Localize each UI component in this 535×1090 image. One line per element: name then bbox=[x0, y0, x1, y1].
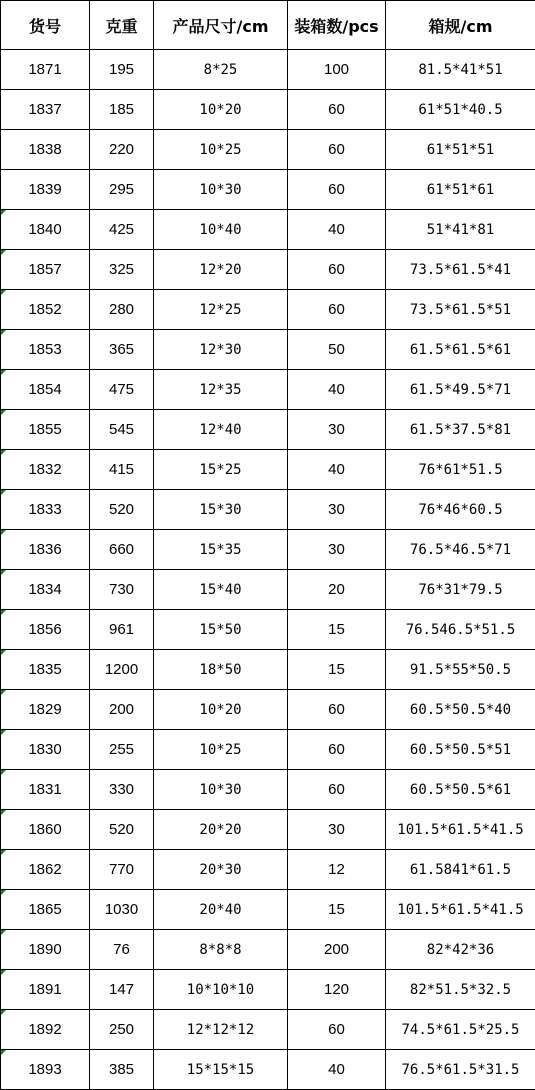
cell-code-text: 1890 bbox=[28, 941, 61, 958]
cell-carton[interactable]: 60.5*50.5*51 bbox=[386, 730, 535, 770]
cell-qty[interactable]: 30 bbox=[288, 810, 386, 850]
cell-comment-marker-icon bbox=[1, 450, 6, 455]
cell-code[interactable] bbox=[1, 890, 90, 930]
table-row bbox=[1, 770, 535, 810]
cell-code-text: 1855 bbox=[28, 421, 61, 438]
cell-carton[interactable]: 76*31*79.5 bbox=[386, 570, 535, 610]
cell-code-text: 1852 bbox=[28, 301, 61, 318]
cell-weight[interactable]: 185 bbox=[90, 90, 154, 130]
table-row bbox=[1, 850, 535, 890]
table-row bbox=[1, 170, 535, 210]
cell-code[interactable] bbox=[1, 970, 90, 1010]
cell-code[interactable] bbox=[1, 570, 90, 610]
cell-qty[interactable]: 40 bbox=[288, 370, 386, 410]
cell-comment-marker-icon bbox=[1, 290, 6, 295]
table-row bbox=[1, 490, 535, 530]
cell-code[interactable] bbox=[1, 1050, 90, 1090]
table-row bbox=[1, 690, 535, 730]
cell-code-text: 1832 bbox=[28, 461, 61, 478]
cell-size[interactable]: 12*25 bbox=[154, 290, 288, 330]
cell-code-text: 1853 bbox=[28, 341, 61, 358]
cell-code-text: 1865 bbox=[28, 901, 61, 918]
cell-qty[interactable]: 30 bbox=[288, 490, 386, 530]
table-row bbox=[1, 530, 535, 570]
cell-code-text: 1891 bbox=[28, 981, 61, 998]
cell-code[interactable] bbox=[1, 690, 90, 730]
cell-code[interactable]: 1839 bbox=[1, 170, 90, 210]
cell-size[interactable]: 12*40 bbox=[154, 410, 288, 450]
cell-code[interactable]: 1838 bbox=[1, 130, 90, 170]
cell-size[interactable]: 12*30 bbox=[154, 330, 288, 370]
cell-carton[interactable]: 61*51*40.5 bbox=[386, 90, 535, 130]
cell-qty[interactable]: 60 bbox=[288, 290, 386, 330]
cell-carton[interactable]: 73.5*61.5*41 bbox=[386, 250, 535, 290]
cell-carton[interactable]: 101.5*61.5*41.5 bbox=[386, 810, 535, 850]
cell-qty[interactable]: 60 bbox=[288, 730, 386, 770]
cell-comment-marker-icon bbox=[1, 610, 6, 615]
cell-weight[interactable]: 415 bbox=[90, 450, 154, 490]
table-row bbox=[1, 810, 535, 850]
cell-weight[interactable]: 330 bbox=[90, 770, 154, 810]
cell-code-text: 1892 bbox=[28, 1021, 61, 1038]
cell-qty[interactable]: 15 bbox=[288, 610, 386, 650]
cell-weight[interactable]: 1030 bbox=[90, 890, 154, 930]
cell-qty[interactable]: 120 bbox=[288, 970, 386, 1010]
cell-weight[interactable]: 200 bbox=[90, 690, 154, 730]
cell-code[interactable] bbox=[1, 810, 90, 850]
cell-comment-marker-icon bbox=[1, 370, 6, 375]
cell-comment-marker-icon bbox=[1, 250, 6, 255]
cell-carton[interactable]: 60.5*50.5*40 bbox=[386, 690, 535, 730]
cell-qty[interactable]: 50 bbox=[288, 330, 386, 370]
cell-code[interactable] bbox=[1, 410, 90, 450]
cell-qty[interactable]: 30 bbox=[288, 530, 386, 570]
cell-weight[interactable]: 76 bbox=[90, 930, 154, 970]
cell-code-text: 1856 bbox=[28, 621, 61, 638]
cell-weight[interactable]: 520 bbox=[90, 810, 154, 850]
cell-weight[interactable]: 545 bbox=[90, 410, 154, 450]
cell-carton[interactable]: 82*51.5*32.5 bbox=[386, 970, 535, 1010]
cell-code[interactable] bbox=[1, 730, 90, 770]
cell-comment-marker-icon bbox=[1, 530, 6, 535]
table-row bbox=[1, 330, 535, 370]
cell-qty[interactable]: 15 bbox=[288, 650, 386, 690]
table-row bbox=[1, 370, 535, 410]
cell-qty[interactable]: 100 bbox=[288, 50, 386, 90]
cell-comment-marker-icon bbox=[1, 1010, 6, 1015]
header-size[interactable]: 产品尺寸/cm bbox=[154, 1, 288, 50]
cell-weight[interactable]: 425 bbox=[90, 210, 154, 250]
cell-code[interactable] bbox=[1, 650, 90, 690]
table-row bbox=[1, 890, 535, 930]
cell-weight[interactable]: 1200 bbox=[90, 650, 154, 690]
table-row bbox=[1, 730, 535, 770]
header-qty[interactable]: 装箱数/pcs bbox=[288, 1, 386, 50]
table-row bbox=[1, 650, 535, 690]
cell-qty[interactable]: 60 bbox=[288, 90, 386, 130]
cell-weight[interactable]: 365 bbox=[90, 330, 154, 370]
cell-qty[interactable]: 40 bbox=[288, 450, 386, 490]
cell-size[interactable]: 10*25 bbox=[154, 130, 288, 170]
cell-code[interactable] bbox=[1, 250, 90, 290]
cell-code-text: 1862 bbox=[28, 861, 61, 878]
cell-size[interactable]: 12*12*12 bbox=[154, 1010, 288, 1050]
cell-comment-marker-icon bbox=[1, 570, 6, 575]
cell-size[interactable]: 15*50 bbox=[154, 610, 288, 650]
cell-size[interactable]: 12*35 bbox=[154, 370, 288, 410]
cell-weight[interactable]: 730 bbox=[90, 570, 154, 610]
cell-weight[interactable]: 325 bbox=[90, 250, 154, 290]
cell-code-text: 1833 bbox=[28, 501, 61, 518]
cell-carton[interactable]: 76.5*61.5*31.5 bbox=[386, 1050, 535, 1090]
cell-size[interactable]: 8*25 bbox=[154, 50, 288, 90]
cell-code-text: 1835 bbox=[28, 661, 61, 678]
cell-weight[interactable]: 220 bbox=[90, 130, 154, 170]
cell-weight[interactable]: 195 bbox=[90, 50, 154, 90]
cell-code[interactable] bbox=[1, 370, 90, 410]
cell-qty[interactable]: 40 bbox=[288, 1050, 386, 1090]
cell-size[interactable]: 15*40 bbox=[154, 570, 288, 610]
cell-size[interactable]: 10*10*10 bbox=[154, 970, 288, 1010]
cell-qty[interactable]: 30 bbox=[288, 410, 386, 450]
cell-qty[interactable]: 20 bbox=[288, 570, 386, 610]
cell-size[interactable]: 10*40 bbox=[154, 210, 288, 250]
cell-carton[interactable]: 61.5*37.5*81 bbox=[386, 410, 535, 450]
cell-size[interactable]: 15*30 bbox=[154, 490, 288, 530]
cell-code[interactable] bbox=[1, 1010, 90, 1050]
cell-code[interactable] bbox=[1, 290, 90, 330]
cell-weight[interactable]: 961 bbox=[90, 610, 154, 650]
cell-carton[interactable]: 76*61*51.5 bbox=[386, 450, 535, 490]
cell-carton[interactable]: 60.5*50.5*61 bbox=[386, 770, 535, 810]
cell-comment-marker-icon bbox=[1, 730, 6, 735]
cell-comment-marker-icon bbox=[1, 210, 6, 215]
table-row bbox=[1, 450, 535, 490]
header-code[interactable]: 货号 bbox=[1, 1, 90, 50]
cell-comment-marker-icon bbox=[1, 810, 6, 815]
cell-carton[interactable]: 91.5*55*50.5 bbox=[386, 650, 535, 690]
cell-comment-marker-icon bbox=[1, 850, 6, 855]
cell-code-text: 1893 bbox=[28, 1061, 61, 1078]
cell-size[interactable]: 20*40 bbox=[154, 890, 288, 930]
cell-size[interactable]: 15*25 bbox=[154, 450, 288, 490]
cell-carton[interactable]: 74.5*61.5*25.5 bbox=[386, 1010, 535, 1050]
table-row bbox=[1, 50, 535, 90]
cell-comment-marker-icon bbox=[1, 490, 6, 495]
cell-weight[interactable]: 475 bbox=[90, 370, 154, 410]
table-row bbox=[1, 130, 535, 170]
cell-size[interactable]: 12*20 bbox=[154, 250, 288, 290]
cell-weight[interactable]: 385 bbox=[90, 1050, 154, 1090]
cell-qty[interactable]: 60 bbox=[288, 170, 386, 210]
cell-comment-marker-icon bbox=[1, 330, 6, 335]
cell-size[interactable]: 10*30 bbox=[154, 770, 288, 810]
cell-carton[interactable]: 76.546.5*51.5 bbox=[386, 610, 535, 650]
cell-weight[interactable]: 770 bbox=[90, 850, 154, 890]
table-body bbox=[1, 50, 535, 1090]
cell-carton[interactable]: 82*42*36 bbox=[386, 930, 535, 970]
cell-size[interactable]: 10*20 bbox=[154, 690, 288, 730]
table-row bbox=[1, 1050, 535, 1090]
cell-carton[interactable]: 61.5*49.5*71 bbox=[386, 370, 535, 410]
cell-code[interactable] bbox=[1, 930, 90, 970]
cell-code[interactable] bbox=[1, 210, 90, 250]
table-row bbox=[1, 290, 535, 330]
cell-code[interactable] bbox=[1, 530, 90, 570]
cell-qty[interactable]: 60 bbox=[288, 1010, 386, 1050]
cell-carton[interactable]: 61*51*51 bbox=[386, 130, 535, 170]
table-row bbox=[1, 250, 535, 290]
cell-qty[interactable]: 60 bbox=[288, 130, 386, 170]
table-row bbox=[1, 570, 535, 610]
cell-comment-marker-icon bbox=[1, 890, 6, 895]
cell-qty[interactable]: 12 bbox=[288, 850, 386, 890]
table-row bbox=[1, 1010, 535, 1050]
cell-comment-marker-icon bbox=[1, 650, 6, 655]
cell-comment-marker-icon bbox=[1, 410, 6, 415]
cell-carton[interactable]: 61.5841*61.5 bbox=[386, 850, 535, 890]
cell-size[interactable]: 10*20 bbox=[154, 90, 288, 130]
cell-comment-marker-icon bbox=[1, 1050, 6, 1055]
cell-code-text: 1829 bbox=[28, 701, 61, 718]
cell-weight[interactable]: 520 bbox=[90, 490, 154, 530]
cell-size[interactable]: 18*50 bbox=[154, 650, 288, 690]
cell-size[interactable]: 15*35 bbox=[154, 530, 288, 570]
cell-code-text: 1840 bbox=[28, 221, 61, 238]
cell-comment-marker-icon bbox=[1, 690, 6, 695]
cell-comment-marker-icon bbox=[1, 770, 6, 775]
cell-size[interactable]: 20*30 bbox=[154, 850, 288, 890]
cell-size[interactable]: 15*15*15 bbox=[154, 1050, 288, 1090]
cell-qty[interactable]: 60 bbox=[288, 250, 386, 290]
cell-code-text: 1831 bbox=[28, 781, 61, 798]
cell-code[interactable] bbox=[1, 490, 90, 530]
cell-code-text: 1860 bbox=[28, 821, 61, 838]
cell-code[interactable] bbox=[1, 770, 90, 810]
cell-code[interactable] bbox=[1, 450, 90, 490]
cell-carton[interactable]: 76.5*46.5*71 bbox=[386, 530, 535, 570]
cell-carton[interactable]: 73.5*61.5*51 bbox=[386, 290, 535, 330]
cell-comment-marker-icon bbox=[1, 970, 6, 975]
cell-size[interactable]: 8*8*8 bbox=[154, 930, 288, 970]
cell-code[interactable]: 1837 bbox=[1, 90, 90, 130]
cell-carton[interactable]: 61.5*61.5*61 bbox=[386, 330, 535, 370]
header-weight[interactable]: 克重 bbox=[90, 1, 154, 50]
header-carton[interactable]: 箱规/cm bbox=[386, 1, 535, 50]
cell-carton[interactable]: 61*51*61 bbox=[386, 170, 535, 210]
cell-code-text: 1857 bbox=[28, 261, 61, 278]
table-row bbox=[1, 410, 535, 450]
cell-code-text: 1854 bbox=[28, 381, 61, 398]
cell-size[interactable]: 10*25 bbox=[154, 730, 288, 770]
cell-code[interactable] bbox=[1, 610, 90, 650]
cell-qty[interactable]: 60 bbox=[288, 770, 386, 810]
table-row bbox=[1, 90, 535, 130]
cell-code[interactable] bbox=[1, 850, 90, 890]
cell-weight[interactable]: 147 bbox=[90, 970, 154, 1010]
cell-code-text: 1834 bbox=[28, 581, 61, 598]
cell-carton[interactable]: 81.5*41*51 bbox=[386, 50, 535, 90]
cell-weight[interactable]: 250 bbox=[90, 1010, 154, 1050]
cell-size[interactable]: 20*20 bbox=[154, 810, 288, 850]
cell-code[interactable] bbox=[1, 330, 90, 370]
cell-weight[interactable]: 255 bbox=[90, 730, 154, 770]
cell-code-text: 1830 bbox=[28, 741, 61, 758]
cell-qty[interactable]: 40 bbox=[288, 210, 386, 250]
cell-comment-marker-icon bbox=[1, 930, 6, 935]
table-row bbox=[1, 970, 535, 1010]
cell-carton[interactable]: 76*46*60.5 bbox=[386, 490, 535, 530]
cell-size[interactable]: 10*30 bbox=[154, 170, 288, 210]
header-row bbox=[1, 1, 535, 50]
table-row bbox=[1, 210, 535, 250]
cell-code-text: 1836 bbox=[28, 541, 61, 558]
cell-qty[interactable]: 200 bbox=[288, 930, 386, 970]
cell-weight[interactable]: 280 bbox=[90, 290, 154, 330]
cell-qty[interactable]: 60 bbox=[288, 690, 386, 730]
cell-carton[interactable]: 101.5*61.5*41.5 bbox=[386, 890, 535, 930]
table-row bbox=[1, 930, 535, 970]
table-row bbox=[1, 610, 535, 650]
cell-carton[interactable]: 51*41*81 bbox=[386, 210, 535, 250]
cell-code[interactable]: 1871 bbox=[1, 50, 90, 90]
cell-weight[interactable]: 295 bbox=[90, 170, 154, 210]
cell-qty[interactable]: 15 bbox=[288, 890, 386, 930]
cell-weight[interactable]: 660 bbox=[90, 530, 154, 570]
